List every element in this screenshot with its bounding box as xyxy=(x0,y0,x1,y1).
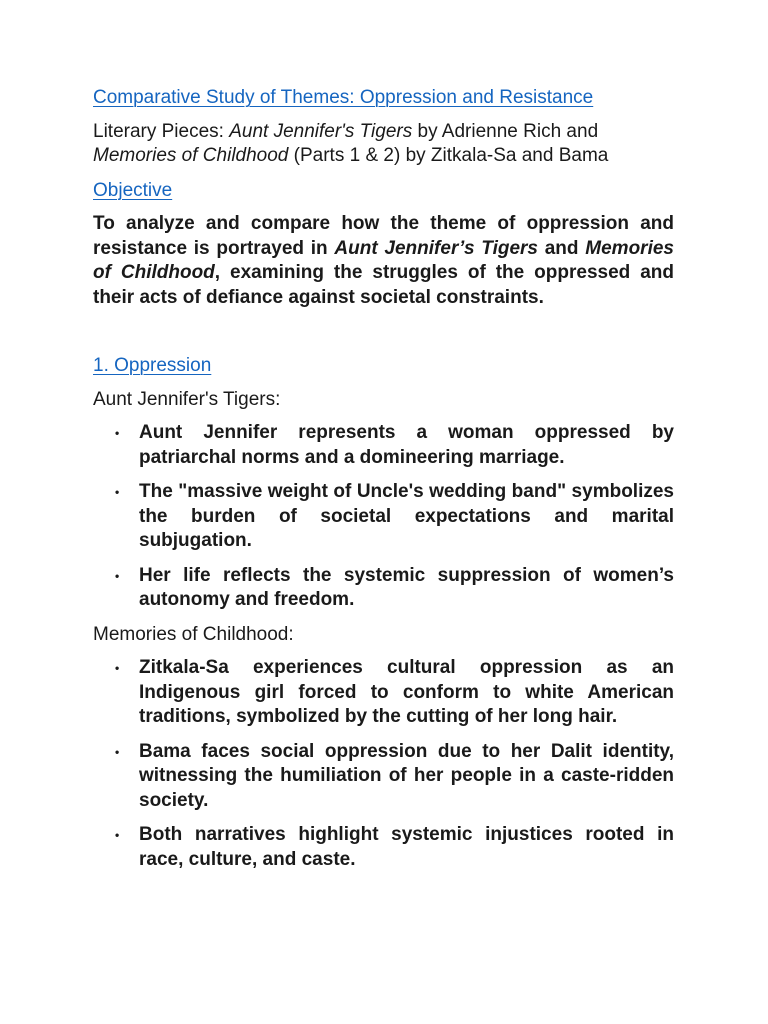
objective-work-memories: Memories of Childhood xyxy=(93,237,674,283)
list-item xyxy=(93,480,674,554)
list-item-text: Zitkala-Sa experiences cultural oppression as an Indigenous girl forced to conform to white American traditions, symbolized by the cutting of her long hair. xyxy=(139,657,674,727)
list-item xyxy=(93,740,674,814)
list-item xyxy=(93,656,674,730)
work-title-memories: Memories of Childhood xyxy=(93,145,289,166)
literary-pieces-prefix: Literary Pieces: xyxy=(93,120,230,142)
bullet-list-memories xyxy=(93,656,674,872)
literary-pieces-line xyxy=(93,120,674,169)
author-rich: by Adrienne Rich and xyxy=(412,120,599,142)
list-item xyxy=(93,421,674,470)
bullet-icon: • xyxy=(115,568,120,583)
list-item xyxy=(93,823,674,872)
bullet-icon: • xyxy=(115,426,120,440)
bullet-list-aunt-jennifer xyxy=(93,421,674,613)
objective-text-part3: , examining the struggles of the oppressed and their acts of defiance against societal constraints. xyxy=(93,262,674,308)
bullet-icon: • xyxy=(115,744,120,759)
subsection-label-memories: Memories of Childhood: xyxy=(93,623,294,645)
list-item-text: Bama faces social oppression due to her Dalit identity, witnessing the humiliation of her people in a caste-ridden society. xyxy=(139,740,674,811)
objective-text-part2: and xyxy=(537,237,586,259)
objective-paragraph xyxy=(93,212,674,310)
bullet-icon: • xyxy=(115,485,120,499)
list-item-text: Aunt Jennifer represents a woman oppressed by patriarchal norms and a domineering marriage. xyxy=(139,422,674,468)
list-item-text: The "massive weight of Uncle's wedding band" symbolizes the burden of societal expectations and marital subjugation. xyxy=(139,481,674,551)
subsection-label-aunt-jennifer: Aunt Jennifer's Tigers: xyxy=(93,388,281,410)
document-title[interactable]: Comparative Study of Themes: Oppression and Resistance xyxy=(93,87,594,108)
objective-text-part1: To analyze and compare how the theme of oppression and resistance is portrayed in xyxy=(93,213,674,259)
bullet-icon: • xyxy=(115,661,120,675)
objective-work-aunt-jennifer: Aunt Jennifer’s Tigers xyxy=(334,237,538,259)
objective-heading[interactable]: Objective xyxy=(93,179,173,201)
author-zitkala-bama: (Parts 1 & 2) by Zitkala-Sa and Bama xyxy=(288,145,609,166)
list-item-text: Both narratives highlight systemic injustices rooted in race, culture, and caste. xyxy=(139,824,674,870)
work-title-aunt-jennifer: Aunt Jennifer's Tigers xyxy=(229,120,413,142)
bullet-icon: • xyxy=(115,828,120,842)
list-item xyxy=(93,564,674,613)
list-item-text: Her life reflects the systemic suppression of women’s autonomy and freedom. xyxy=(139,564,674,610)
document-page xyxy=(93,86,674,882)
section-oppression-heading[interactable]: 1. Oppression xyxy=(93,355,212,376)
